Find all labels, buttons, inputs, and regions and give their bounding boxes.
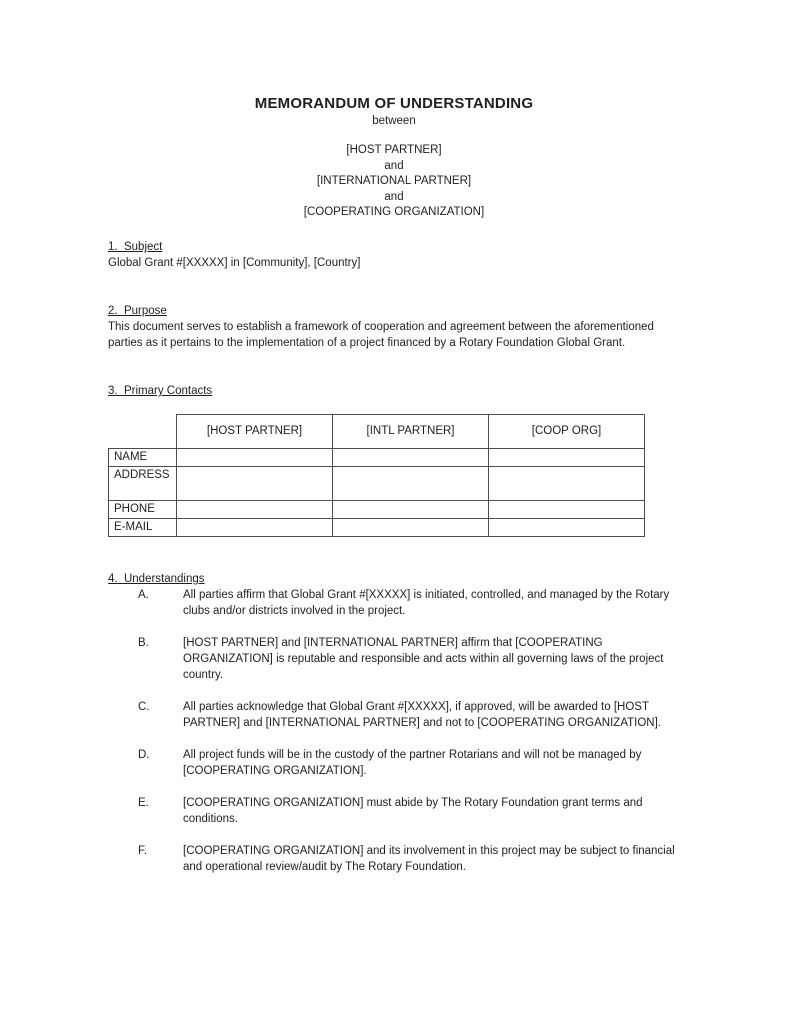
understanding-item-b bbox=[108, 635, 680, 683]
party-cooperating-organization: [COOPERATING ORGANIZATION] bbox=[303, 206, 485, 219]
column-header-host-partner: [HOST PARTNER] bbox=[177, 414, 333, 448]
document-title: MEMORANDUM OF UNDERSTANDING bbox=[254, 95, 534, 112]
item-letter: F. bbox=[138, 844, 147, 857]
understanding-item-d bbox=[108, 747, 680, 779]
party-host-partner: [HOST PARTNER] bbox=[346, 144, 442, 156]
item-text: All project funds will be in the custody of the partner Rotarians and will not be managed by [COOPERATING ORGANIZATION]. bbox=[183, 748, 642, 777]
table-row-address bbox=[109, 466, 645, 500]
column-header-coop-org: [COOP ORG] bbox=[489, 414, 645, 448]
understandings-list bbox=[108, 587, 680, 875]
table-cell bbox=[489, 518, 645, 536]
table-header-row bbox=[109, 414, 645, 448]
table-cell bbox=[177, 518, 333, 536]
item-text: All parties affirm that Global Grant #[XXXXX] is initiated, controlled, and managed by the Rotary clubs and/or districts involved in the project. bbox=[183, 588, 670, 617]
table-row-name bbox=[109, 448, 645, 466]
understanding-item-a bbox=[108, 587, 680, 619]
row-label-address: ADDRESS bbox=[109, 466, 177, 500]
party-international-partner: [INTERNATIONAL PARTNER] bbox=[316, 175, 472, 188]
row-label-email: E-MAIL bbox=[109, 518, 177, 536]
table-cell bbox=[177, 500, 333, 518]
table-cell bbox=[333, 500, 489, 518]
row-label-phone: PHONE bbox=[109, 500, 177, 518]
table-cell bbox=[489, 448, 645, 466]
column-header-intl-partner: [INTL PARTNER] bbox=[333, 414, 489, 448]
subject-heading: 1. Subject bbox=[108, 240, 163, 253]
section-primary-contacts bbox=[108, 383, 680, 537]
item-text: All parties acknowledge that Global Grant #[XXXXX], if approved, will be awarded to [HOST PARTNER] and [INTERNATIONAL PARTNER] and not to [COOPERATING ORGANIZATION]. bbox=[183, 700, 661, 729]
primary-contacts-table bbox=[108, 414, 645, 537]
table-cell bbox=[489, 500, 645, 518]
item-letter: D. bbox=[138, 748, 150, 761]
understanding-item-c bbox=[108, 699, 680, 731]
table-corner-cell bbox=[109, 414, 177, 448]
party-conjunction: and bbox=[384, 190, 404, 203]
item-text: [COOPERATING ORGANIZATION] and its involvement in this project may be subject to financial and operational review/audit by The Rotary Foundation. bbox=[183, 844, 675, 873]
document-content bbox=[108, 95, 680, 875]
table-cell bbox=[489, 466, 645, 500]
document-subtitle: between bbox=[372, 115, 416, 127]
item-text: [COOPERATING ORGANIZATION] must abide by The Rotary Foundation grant terms and conditions. bbox=[183, 796, 643, 825]
item-text: [HOST PARTNER] and [INTERNATIONAL PARTNER] affirm that [COOPERATING ORGANIZATION] is reputable and responsible and acts within all governing laws of the project country. bbox=[183, 636, 664, 681]
row-label-name: NAME bbox=[109, 448, 177, 466]
purpose-heading: 2. Purpose bbox=[108, 304, 167, 317]
table-cell bbox=[177, 448, 333, 466]
table-row-email bbox=[109, 518, 645, 536]
table-cell bbox=[333, 466, 489, 500]
table-cell bbox=[333, 448, 489, 466]
section-understandings bbox=[108, 571, 680, 875]
section-subject bbox=[108, 239, 680, 271]
table-cell bbox=[333, 518, 489, 536]
item-letter: A. bbox=[138, 588, 149, 601]
table-cell bbox=[177, 466, 333, 500]
purpose-body: This document serves to establish a framework of cooperation and agreement between the aforementioned parties as it pertains to the implementation of a project financed by a Rotary Foundation Global Grant. bbox=[108, 320, 654, 349]
parties-block bbox=[108, 143, 680, 221]
primary-contacts-heading: 3. Primary Contacts bbox=[108, 384, 213, 397]
party-conjunction: and bbox=[384, 159, 404, 172]
subject-body: Global Grant #[XXXXX] in [Community], [Country] bbox=[108, 256, 361, 269]
section-purpose bbox=[108, 303, 680, 351]
understanding-item-e bbox=[108, 795, 680, 827]
understanding-item-f bbox=[108, 843, 680, 875]
table-row-phone bbox=[109, 500, 645, 518]
understandings-heading: 4. Understandings bbox=[108, 572, 205, 585]
item-letter: C. bbox=[138, 700, 150, 713]
item-letter: E. bbox=[138, 796, 149, 809]
item-letter: B. bbox=[138, 636, 149, 649]
